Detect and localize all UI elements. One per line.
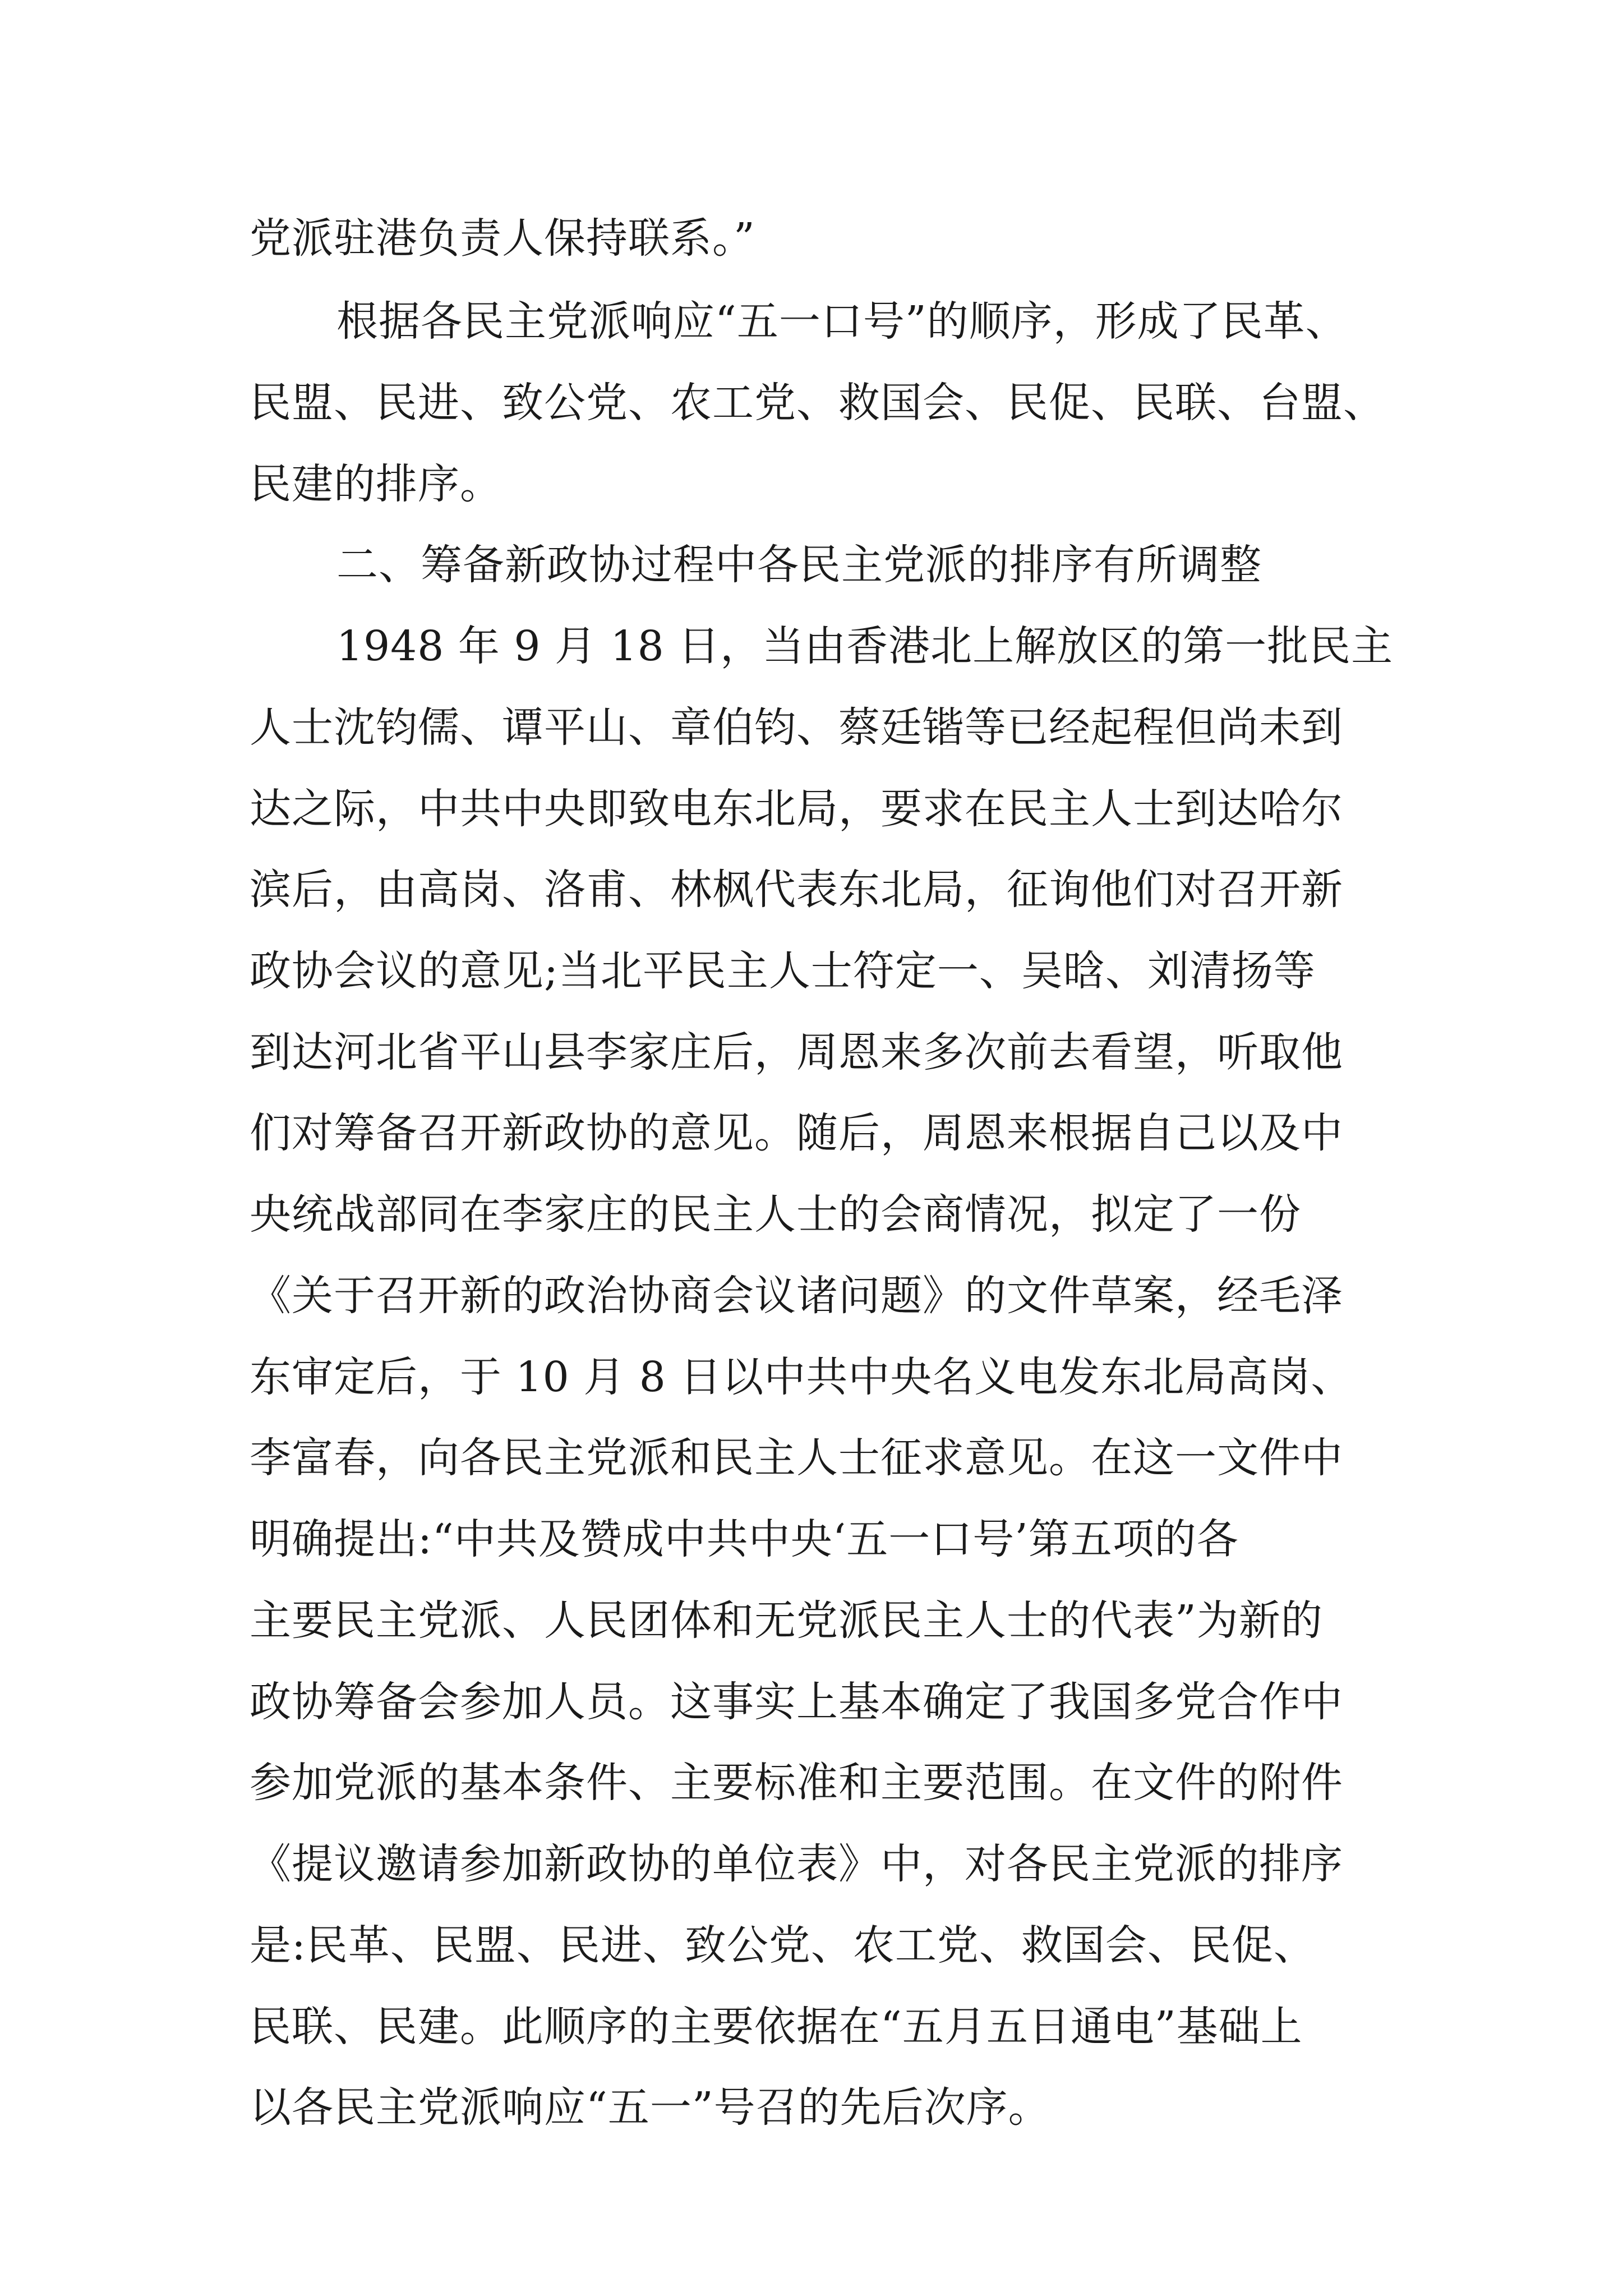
section-heading: 二、筹备新政协过程中各民主党派的排序有所调整 [336,541,1262,589]
text-line-18: 主要民主党派、人民团体和无党派民主人士的代表”为新的 [250,1596,1323,1645]
text-line-20: 参加党派的基本条件、主要标准和主要范围。在文件的附件 [250,1759,1343,1807]
text-line-23: 民联、民建。此顺序的主要依据在“五月五日通电”基础上 [250,2003,1303,2051]
text-line-9: 滨后，由高岗、洛甫、林枫代表东北局，征询他们对召开新 [250,866,1343,914]
text-line-7: 人士沈钧儒、谭平山、章伯钧、蔡廷锴等已经起程但尚未到 [250,703,1343,752]
text-line-19: 政协筹备会参加人员。这事实上基本确定了我国多党合作中 [250,1678,1343,1726]
text-line-22: 是:民革、民盟、民进、致公党、农工党、救国会、民促、 [250,1921,1316,1970]
text-line-16: 李富春，向各民主党派和民主人士征求意见。在这一文件中 [250,1434,1343,1482]
text-line-4: 民建的排序。 [250,460,502,508]
text-line-8: 达之际，中共中央即致电东北局，要求在民主人士到达哈尔 [250,785,1343,833]
text-line-12: 们对筹备召开新政协的意见。随后，周恩来根据自己以及中 [250,1109,1343,1157]
text-line-1: 党派驻港负责人保持联系。” [250,214,755,263]
text-line-6: 1948 年 9 月 18 日，当由香港北上解放区的第一批民主 [336,622,1394,670]
text-line-11: 到达河北省平山县李家庄后，周恩来多次前去看望，听取他 [250,1028,1343,1076]
text-line-21: 《提议邀请参加新政协的单位表》中，对各民主党派的排序 [250,1840,1343,1888]
text-line-13: 央统战部同在李家庄的民主人士的会商情况，拟定了一份 [250,1190,1301,1239]
text-line-17: 明确提出:“中共及赞成中共中央‘五一口号’第五项的各 [250,1515,1239,1563]
text-line-14: 《关于召开新的政治协商会议诸问题》的文件草案，经毛泽 [250,1272,1343,1320]
text-line-24: 以各民主党派响应“五一”号召的先后次序。 [250,2083,1050,2132]
text-line-3: 民盟、民进、致公党、农工党、救国会、民促、民联、台盟、 [250,379,1385,427]
text-line-2: 根据各民主党派响应“五一口号”的顺序，形成了民革、 [336,297,1348,346]
text-line-10: 政协会议的意见;当北平民主人士符定一、吴晗、刘清扬等 [250,947,1316,995]
text-line-15: 东审定后，于 10 月 8 日以中共中央名义电发东北局高岗、 [250,1353,1353,1401]
